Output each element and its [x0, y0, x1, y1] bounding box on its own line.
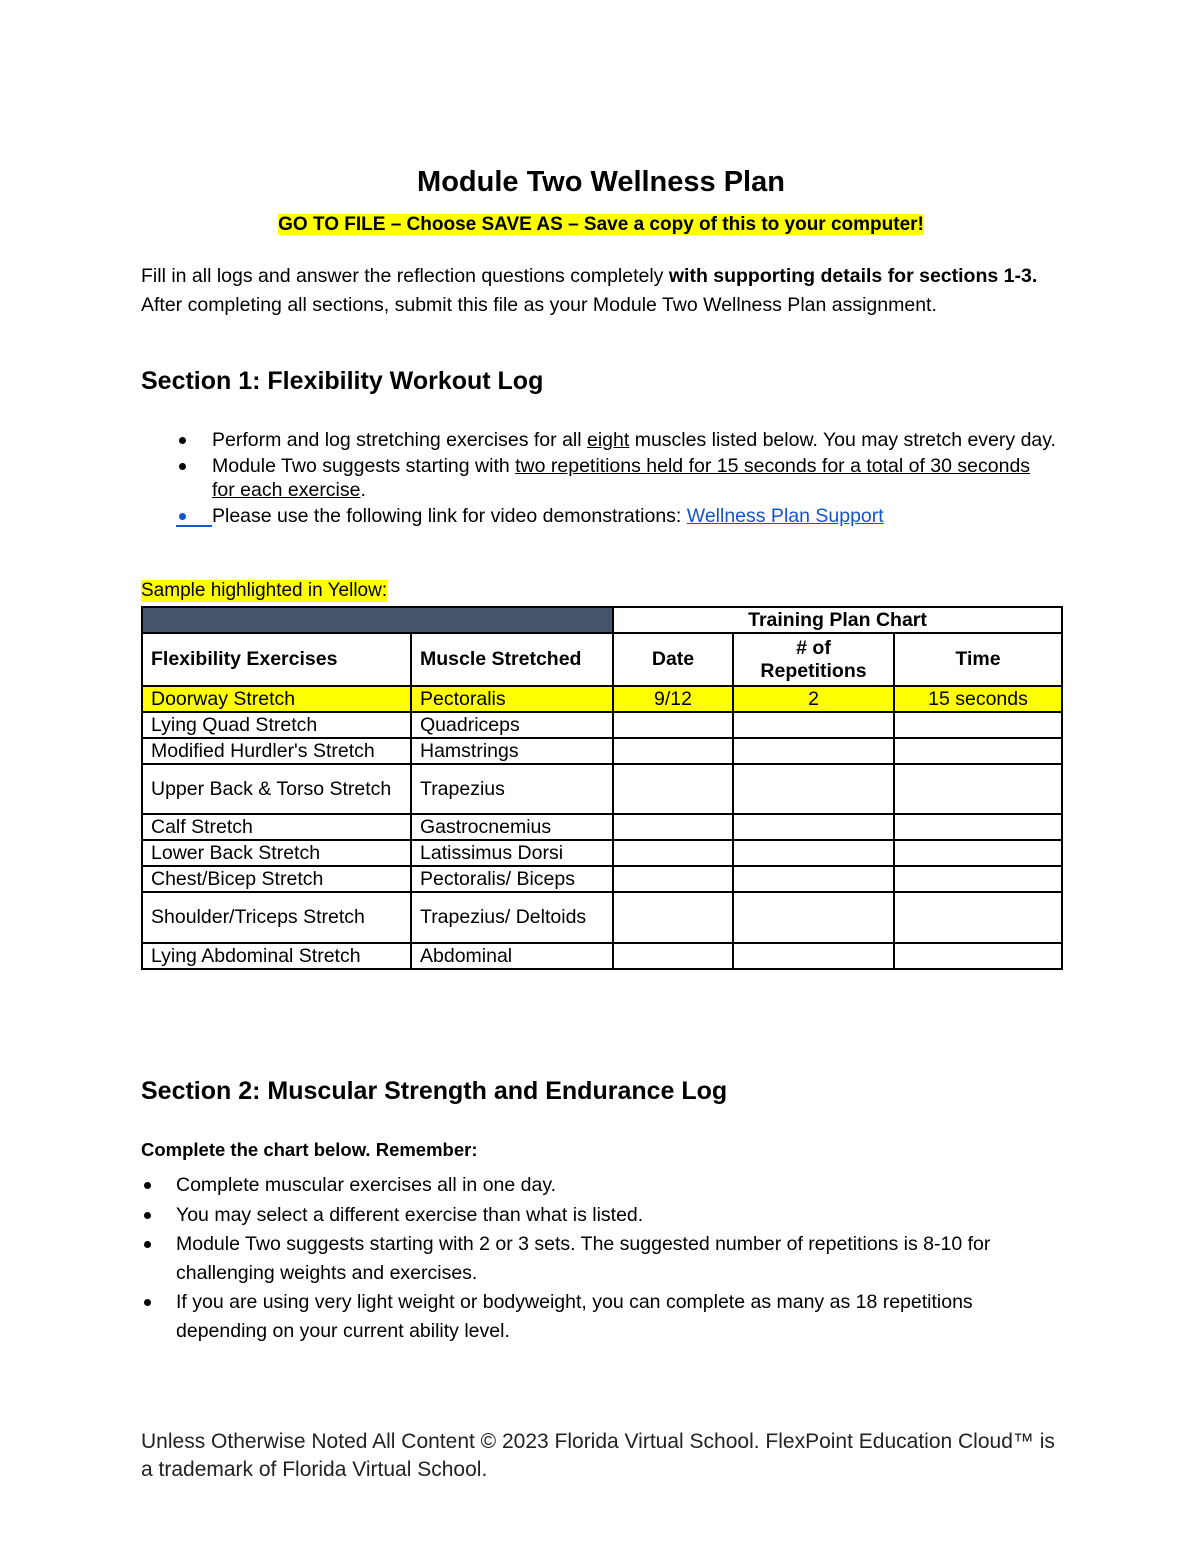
table-cell: Modified Hurdler's Stretch: [142, 738, 411, 764]
section2-subheading: Complete the chart below. Remember:: [141, 1139, 478, 1160]
table-row: [142, 686, 1062, 712]
table-group-header-row: [142, 607, 1062, 633]
time-input-cell[interactable]: [894, 738, 1062, 764]
table-cell: 2: [733, 686, 894, 712]
intro-text-1: Fill in all logs and answer the reflection questions completely: [141, 265, 669, 287]
date-input-cell[interactable]: [613, 738, 733, 764]
table-cell: Trapezius: [411, 764, 613, 814]
list-item: Module Two suggests starting with two repetitions held for 15 seconds for a total of 30 seconds for each exercise.: [212, 454, 1057, 502]
table-cell: Lower Back Stretch: [142, 840, 411, 866]
repetitions-input-cell[interactable]: [733, 764, 894, 814]
column-header: Flexibility Exercises: [142, 633, 411, 686]
date-input-cell[interactable]: [613, 712, 733, 738]
table-cell: Latissimus Dorsi: [411, 840, 613, 866]
section2-heading: Section 2: Muscular Strength and Endurance Log: [141, 1077, 728, 1105]
time-input-cell[interactable]: [894, 943, 1062, 969]
section1-heading: Section 1: Flexibility Workout Log: [141, 367, 544, 395]
save-instruction-banner: [141, 214, 1061, 236]
table-row: [142, 943, 1062, 969]
table-cell: Calf Stretch: [142, 814, 411, 840]
repetitions-input-cell[interactable]: [733, 943, 894, 969]
date-input-cell[interactable]: [613, 814, 733, 840]
column-header: Muscle Stretched: [411, 633, 613, 686]
section1-bullet-list: [212, 428, 1057, 530]
intro-paragraph: [141, 262, 1061, 320]
time-input-cell[interactable]: [894, 866, 1062, 892]
bullet-icon: [179, 513, 186, 520]
training-plan-chart-header: Training Plan Chart: [613, 607, 1062, 633]
repetitions-input-cell[interactable]: [733, 814, 894, 840]
repetitions-input-cell[interactable]: [733, 712, 894, 738]
table-cell: Trapezius/ Deltoids: [411, 892, 613, 943]
date-input-cell[interactable]: [613, 943, 733, 969]
list-item: Please use the following link for video demonstrations: Wellness Plan Support: [212, 504, 1057, 528]
column-header: Time: [894, 633, 1062, 686]
table-row: [142, 738, 1062, 764]
table-cell: 15 seconds: [894, 686, 1062, 712]
table-row: [142, 866, 1062, 892]
list-item: Complete muscular exercises all in one day.: [176, 1171, 1061, 1200]
time-input-cell[interactable]: [894, 892, 1062, 943]
table-row: [142, 764, 1062, 814]
list-item: You may select a different exercise than what is listed.: [176, 1201, 1061, 1230]
time-input-cell[interactable]: [894, 712, 1062, 738]
flexibility-training-table: [141, 606, 1063, 970]
table-cell: Quadriceps: [411, 712, 613, 738]
column-header: # of Repetitions: [733, 633, 894, 686]
table-column-header-row: [142, 633, 1062, 686]
time-input-cell[interactable]: [894, 840, 1062, 866]
underlined-text: eight: [587, 429, 630, 451]
bullet-icon: [144, 1212, 151, 1219]
wellness-plan-support-link[interactable]: Wellness Plan Support: [686, 505, 884, 527]
table-cell: Pectoralis/ Biceps: [411, 866, 613, 892]
table-cell: Gastrocnemius: [411, 814, 613, 840]
list-item: Perform and log stretching exercises for all eight muscles listed below. You may stretch every day.: [212, 428, 1057, 452]
table-cell: Lying Quad Stretch: [142, 712, 411, 738]
repetitions-input-cell[interactable]: [733, 892, 894, 943]
repetitions-input-cell[interactable]: [733, 738, 894, 764]
page-footer: Unless Otherwise Noted All Content © 2023 Florida Virtual School. FlexPoint Education Cloud™ is a trademark of Florida Virtual School.: [141, 1430, 1055, 1481]
table-row: [142, 892, 1062, 943]
dark-header-cell: [142, 607, 613, 633]
page-title: Module Two Wellness Plan: [417, 166, 785, 198]
save-instruction-text: GO TO FILE – Choose SAVE AS – Save a copy of this to your computer!: [278, 214, 924, 235]
table-cell: Lying Abdominal Stretch: [142, 943, 411, 969]
sample-label: Sample highlighted in Yellow:: [141, 580, 388, 601]
bullet-icon: [144, 1299, 151, 1306]
bullet-icon: [179, 463, 186, 470]
intro-text-2: After completing all sections, submit this file as your Module Two Wellness Plan assignment.: [141, 294, 937, 316]
list-item: Module Two suggests starting with 2 or 3 sets. The suggested number of repetitions is 8-10 for challenging weights and exercises.: [176, 1230, 1061, 1287]
list-item: If you are using very light weight or bodyweight, you can complete as many as 18 repetitions depending on your current ability level.: [176, 1288, 1061, 1345]
repetitions-input-cell[interactable]: [733, 840, 894, 866]
intro-bold-text: with supporting details for sections 1-3.: [668, 265, 1038, 287]
table-row: [142, 814, 1062, 840]
date-input-cell[interactable]: [613, 764, 733, 814]
table-row: [142, 840, 1062, 866]
date-input-cell[interactable]: [613, 866, 733, 892]
table-cell: Upper Back & Torso Stretch: [142, 764, 411, 814]
bullet-icon: [179, 437, 186, 444]
table-cell: Doorway Stretch: [142, 686, 411, 712]
underlined-text: two repetitions held for 15 seconds for a total of 30 seconds for each exercise: [212, 455, 1031, 501]
table-cell: Chest/Bicep Stretch: [142, 866, 411, 892]
date-input-cell[interactable]: [613, 892, 733, 943]
table-cell: Hamstrings: [411, 738, 613, 764]
table-row: [142, 712, 1062, 738]
table-cell: Shoulder/Triceps Stretch: [142, 892, 411, 943]
bullet-icon: [144, 1241, 151, 1248]
column-header: Date: [613, 633, 733, 686]
section2-bullet-list: [176, 1171, 1061, 1346]
table-cell: Pectoralis: [411, 686, 613, 712]
repetitions-input-cell[interactable]: [733, 866, 894, 892]
time-input-cell[interactable]: [894, 764, 1062, 814]
time-input-cell[interactable]: [894, 814, 1062, 840]
table-cell: Abdominal: [411, 943, 613, 969]
link-underline-decoration: [176, 525, 212, 527]
bullet-icon: [144, 1182, 151, 1189]
table-cell: 9/12: [613, 686, 733, 712]
date-input-cell[interactable]: [613, 840, 733, 866]
